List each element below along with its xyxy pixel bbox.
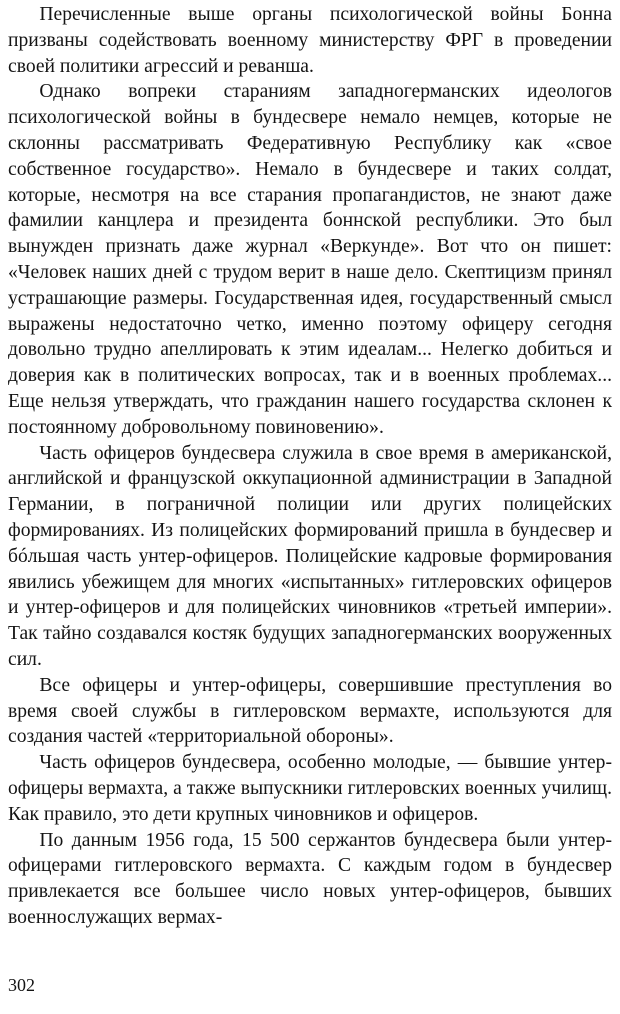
paragraph-1: Перечисленные выше органы психологической войны Бонна призваны содействовать военному министерству ФРГ в проведении своей политики агрессий и реванша. <box>8 4 612 77</box>
page-number: 302 <box>8 975 35 995</box>
page-body <box>8 2 612 931</box>
paragraph-3: Часть офицеров бундесвера служила в свое время в американской, английской и французской оккупационной администрации в Западной Германии, в пограничной полиции или других полицейских формированиях. Из полицейских формирований пришла в бундесвер и бóльшая часть унтер-офицеров. Полицейские кадровые формирования явились убежищем для многих «испытанных» гитлеровских офицеров и унтер-офицеров и для полицейских чиновников «третьей империи». Так тайно создавался костяк будущих западногерманских вооруженных сил. <box>8 442 612 670</box>
paragraph-4: Все офицеры и унтер-офицеры, совершившие преступления во время своей службы в гитлеровском вермахте, используются для создания частей «территориальной обороны». <box>8 674 612 748</box>
paragraph-6: По данным 1956 года, 15 500 сержантов бундесвера были унтер-офицерами гитлеровского вермахта. С каждым годом в бундесвер привлекается все большее число новых унтер-офицеров, бывших военнослужащих вермах- <box>8 829 612 928</box>
paragraph-2: Однако вопреки стараниям западногерманских идеологов психологической войны в бундесвере немало немцев, которые не склонны рассматривать Федеративную Республику как «свое собственное государство». Немало в бундесвере и таких солдат, которые, несмотря на все старания пропагандистов, не знают даже фамилии канцлера и президента боннской республики. Это был вынужден признать даже журнал «Веркунде». Вот что он пишет: «Человек наших дней с трудом верит в наше дело. Скептицизм принял устрашающие размеры. Государственная идея, государственный смысл выражены недостаточно четко, именно поэтому офицеру сегодня довольно трудно апеллировать к этим идеалам... Нелегко добиться и доверия как в политических вопросах, так и в военных проблемах... Еще нельзя утверждать, что гражданин нашего государства склонен к постоянному добровольному повиновению». <box>8 81 612 438</box>
paragraph-5: Часть офицеров бундесвера, особенно молодые, — бывшие унтер-офицеры вермахта, а также выпускники гитлеровских военных училищ. Как правило, это дети крупных чиновников и офицеров. <box>8 752 612 825</box>
